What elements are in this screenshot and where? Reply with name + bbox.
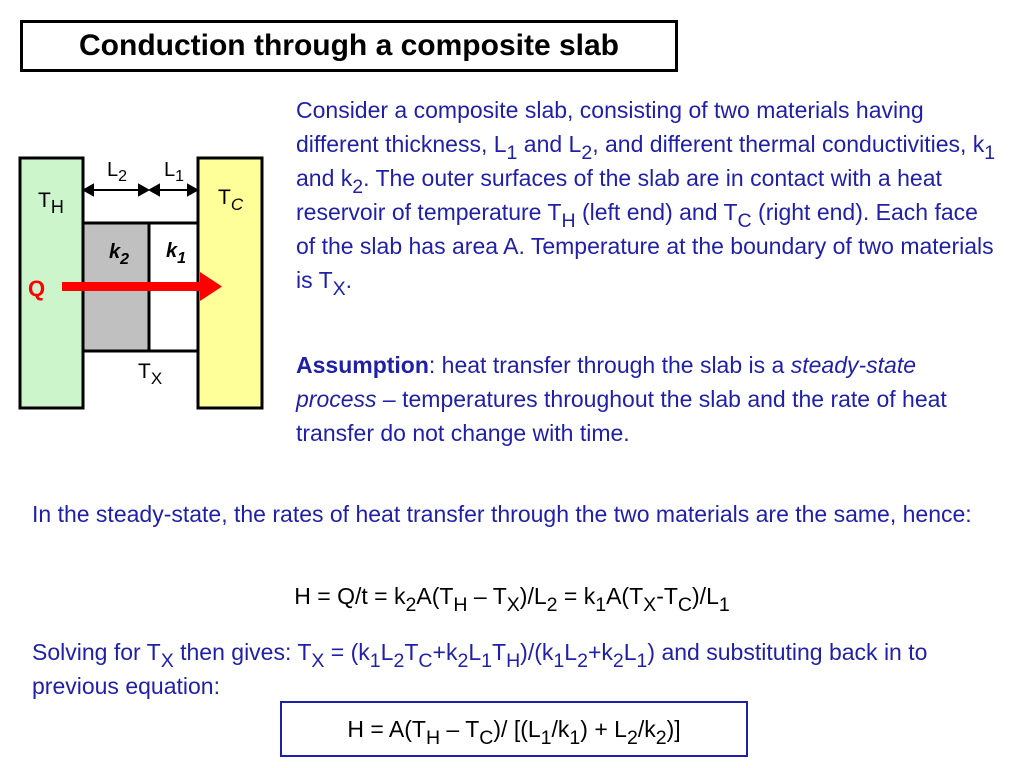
th-label: TH (38, 189, 64, 217)
tc-label: $T_C$ (218, 186, 244, 214)
intro-paragraph: Consider a composite slab, consisting of two materials having different thickness, $L_1$ and $L_2$, and different thermal conductivities, $k_1$ and $k_2$. The outer surfaces of the slab are in contact with a heat reservoir of temperature $T_H$ (left end) and $T_C$ (right end). Each face of the slab has area A. Temperature at the boundary of two materials is $T_X$. (296, 97, 996, 300)
solving-paragraph: Solving for $T_X$ then gives: $T_X = (k_1L_2T_C+k_2L_1T_H)/(k_1L_2+k_2L_1)$ and substituting back in to previous equation: (32, 639, 928, 699)
k1-label: $k_1$ (166, 240, 187, 267)
k2-label: $k_2$ (109, 241, 130, 268)
rate-equation: $H = Q/t = k_2A(T_H - T_X)/L_2 = k_1A(T_X-T_C)/L_1$ (294, 583, 730, 616)
final-equation: $H = A(T_H - T_C)/$ $[(L_1/k_1) + L_2/k_2)$] (347, 715, 681, 749)
assumption-heading: Assumption (296, 352, 429, 378)
steady-state-paragraph: In the steady-state, the rates of heat transfer through the two materials are the same, hence: (32, 501, 972, 527)
q-label: Q (28, 276, 46, 301)
assumption-paragraph: Assumption: heat transfer through the slab is a steady-state process – temperatures throughout the slab and the rate of heat transfer do not change with time. (296, 352, 947, 446)
final-equation-box (280, 701, 748, 757)
composite-slab-diagram (0, 0, 290, 420)
slide-title-text: Conduction through a composite slab (79, 29, 619, 62)
l2-label: $L_2$ (107, 159, 128, 185)
tx-label: $T_X$ (138, 360, 163, 388)
l1-label: $L_1$ (164, 159, 185, 185)
l1-dimension-arrow (150, 185, 197, 195)
l2-dimension-arrow (84, 185, 148, 195)
